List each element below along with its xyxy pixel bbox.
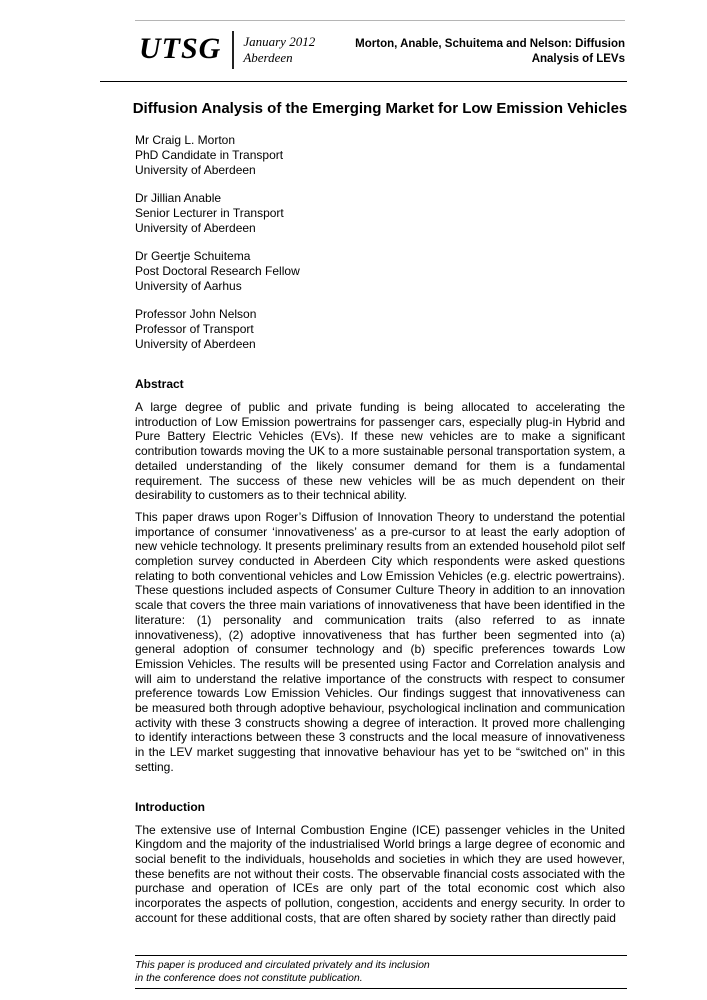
page-footer [135,955,627,989]
footer-note-line1: This paper is produced and circulated privately and its inclusion [135,959,430,971]
abstract-paragraph-2: This paper draws upon Roger’s Diffusion of Innovation Theory to understand the potential importance of consumer ‘innovativeness’ as a pre-cursor to at least the early adoption of new vehicle technology. It presents preliminary results from an extended household pilot self completion survey conducted in Aberdeen City which respondents were asked questions relating to both conventional vehicles and Low Emission Vehicles (e.g. electric powertrains). These questions included aspects of Consumer Culture Theory in addition to an innovation scale that covers the three main variations of innovativeness that have been identified in the literature: (1) personality and communication traits (also referred to as innate innovativeness), (2) adoptive innovativeness that has further been segmented into (a) general adoption of consumer technology and (b) specific preferences towards Low Emission Vehicles. The results will be presented using Factor and Correlation analysis and will aim to understand the relative importance of the constructs with respect to consumer preference towards Low Emission Vehicles. Our findings suggest that innovativeness can be measured both through adoptive behaviour, psychological inclination and communication activity with these 3 constructs showing a degree of interaction. It proved more challenging to identify interactions between these 3 constructs and the local measure of innovativeness in the LEV market suggesting that innovative behaviour has yet to be “switched on” in this setting. [135,509,625,774]
author-list [135,133,625,352]
author-name: Dr Jillian Anable [135,191,222,205]
header-date-block [243,31,315,66]
header-location: Aberdeen [243,50,293,65]
abstract-heading: Abstract [135,377,184,391]
header-logo-group [139,31,315,69]
header-date: January 2012 [243,34,316,49]
author-role: Senior Lecturer in Transport [135,206,284,220]
header-rule [100,81,627,82]
page-header [135,20,625,81]
author-affiliation: University of Aberdeen [135,221,256,235]
running-head-line2: Analysis of LEVs [531,53,625,65]
author-name: Professor John Nelson [135,307,257,321]
author-block [135,191,625,236]
author-affiliation: University of Aarhus [135,279,242,293]
author-role: Professor of Transport [135,322,254,336]
logo-divider [232,31,234,69]
utsg-logo: UTSG [139,32,222,65]
author-block [135,249,625,294]
running-head-line1: Morton, Anable, Schuitema and Nelson: Diffusion [355,38,625,50]
introduction-heading: Introduction [135,799,205,814]
author-block [135,133,625,178]
paper-title: Diffusion Analysis of the Emerging Market for Low Emission Vehicles [132,100,628,117]
abstract-paragraph-1: A large degree of public and private funding is being allocated to accelerating the introduction of Low Emission powertrains for passenger cars, especially plug-in Hybrid and Pure Battery Electric Vehicles (EVs). If these new vehicles are to make a significant contribution towards moving the UK to a more sustainable personal transportation system, a detailed understanding of the likely consumer demand for them is a fundamental requirement. The success of these new vehicles will be as much dependent on their desirability to customers as to their technical ability. [135,400,625,503]
author-role: Post Doctoral Research Fellow [135,264,300,278]
footer-note-line2: in the conference does not constitute publication. [135,971,363,984]
author-affiliation: University of Aberdeen [135,163,256,177]
author-block [135,307,625,352]
author-name: Dr Geertje Schuitema [135,249,251,263]
author-name: Mr Craig L. Morton [135,133,236,147]
author-role: PhD Candidate in Transport [135,148,284,162]
running-head [355,31,625,67]
author-affiliation: University of Aberdeen [135,337,256,351]
introduction-paragraph-1: The extensive use of Internal Combustion Engine (ICE) passenger vehicles in the United Kingdom and the majority of the industrialised World brings a large degree of economic and social benefit to the individuals, households and societies in which they are used however, these benefits are not without their costs. The observable financial costs associated with the purchase and operation of ICEs are only part of the total economic cost which also incorporates the aspects of pollution, congestion, accidents and energy security. In order to account for these additional costs, that are often shared by society rather than directly paid [135,822,625,925]
